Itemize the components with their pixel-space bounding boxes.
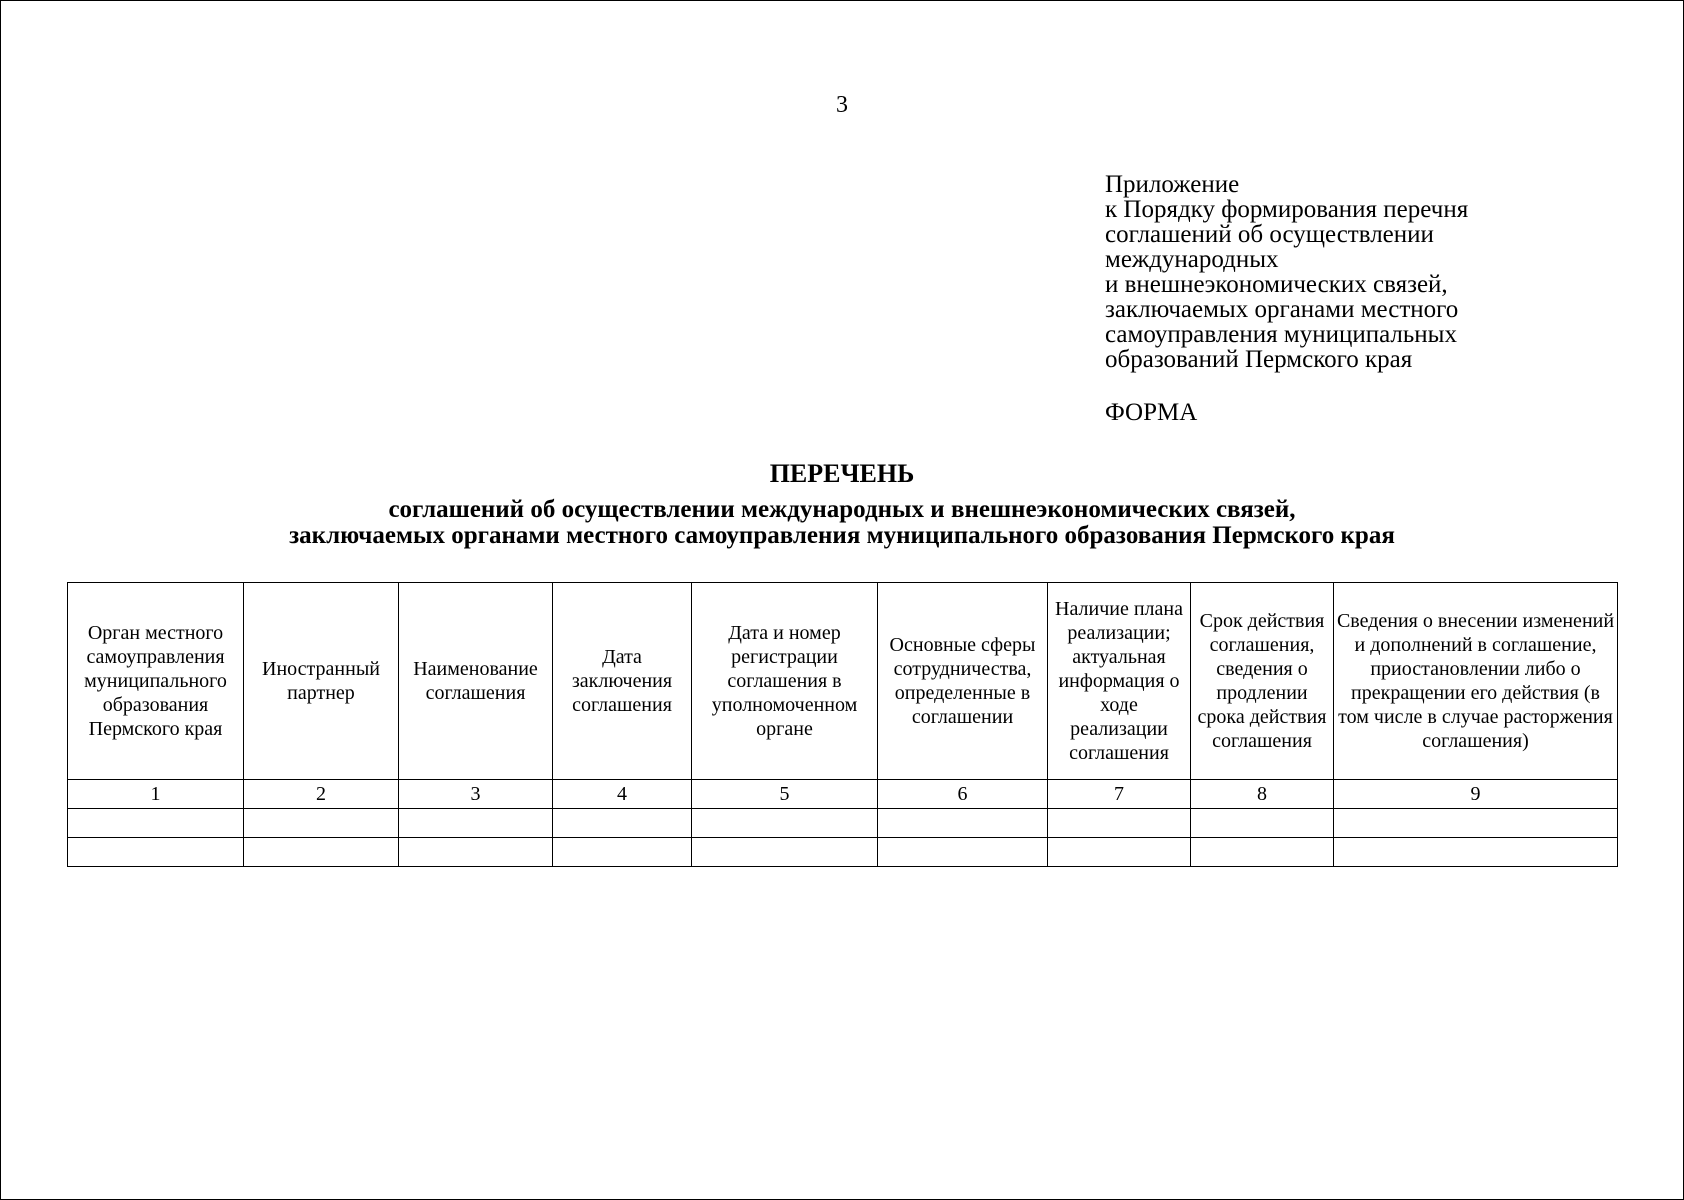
table-cell xyxy=(1191,838,1334,867)
column-number: 8 xyxy=(1191,780,1334,809)
form-label: ФОРМА xyxy=(1105,399,1198,426)
table-cell xyxy=(692,838,878,867)
appendix-line: к Порядку формирования перечня xyxy=(1105,196,1469,223)
column-number: 2 xyxy=(244,780,399,809)
appendix-block xyxy=(1105,172,1665,372)
table-cell xyxy=(399,809,553,838)
subtitle-line-2: заключаемых органами местного самоуправления муниципального образования Пермского края xyxy=(289,522,1395,549)
column-number: 1 xyxy=(68,780,244,809)
column-number: 5 xyxy=(692,780,878,809)
subtitle-line-1: соглашений об осуществлении международных и внешнеэкономических связей, xyxy=(388,496,1296,523)
column-header: Основные сферы сотрудничества, определенные в соглашении xyxy=(878,583,1048,780)
column-header: Дата и номер регистрации соглашения в уполномоченном органе xyxy=(692,583,878,780)
table-cell xyxy=(1048,838,1191,867)
appendix-line: заключаемых органами местного xyxy=(1105,296,1459,323)
page-number: 3 xyxy=(836,92,848,118)
column-number: 7 xyxy=(1048,780,1191,809)
column-header: Дата заключения соглашения xyxy=(553,583,692,780)
column-header: Наименование соглашения xyxy=(399,583,553,780)
table-cell xyxy=(553,838,692,867)
column-header: Сведения о внесении изменений и дополнений в соглашение, приостановлении либо о прекращении его действия (в том числе в случае расторжения соглашения) xyxy=(1334,583,1618,780)
column-number: 9 xyxy=(1334,780,1618,809)
appendix-line: образований Пермского края xyxy=(1105,346,1413,373)
appendix-line: самоуправления муниципальных xyxy=(1105,321,1457,348)
table-cell xyxy=(878,809,1048,838)
appendix-line: и внешнеэкономических связей, xyxy=(1105,271,1448,298)
table-header-row xyxy=(68,583,1618,780)
table-cell xyxy=(1048,809,1191,838)
column-header: Срок действия соглашения, сведения о продлении срока действия соглашения xyxy=(1191,583,1334,780)
appendix-line: соглашений об осуществлении xyxy=(1105,221,1434,248)
column-number: 3 xyxy=(399,780,553,809)
column-number-row xyxy=(68,780,1618,809)
agreements-table xyxy=(67,582,1618,867)
table-row xyxy=(68,809,1618,838)
table-cell xyxy=(1191,809,1334,838)
table-cell xyxy=(553,809,692,838)
table-cell xyxy=(1334,838,1618,867)
table-cell xyxy=(1334,809,1618,838)
table-cell xyxy=(68,809,244,838)
appendix-line: Приложение xyxy=(1105,171,1240,198)
column-number: 6 xyxy=(878,780,1048,809)
table-cell xyxy=(692,809,878,838)
table-row xyxy=(68,838,1618,867)
column-header: Наличие плана реализации; актуальная информация о ходе реализации соглашения xyxy=(1048,583,1191,780)
table-cell xyxy=(68,838,244,867)
table-cell xyxy=(244,838,399,867)
column-number: 4 xyxy=(553,780,692,809)
document-title: ПЕРЕЧЕНЬ xyxy=(769,459,915,488)
table-cell xyxy=(399,838,553,867)
document-subtitle xyxy=(0,497,1684,549)
table-cell xyxy=(244,809,399,838)
column-header: Иностранный партнер xyxy=(244,583,399,780)
column-header: Орган местного самоуправления муниципального образования Пермского края xyxy=(68,583,244,780)
table-cell xyxy=(878,838,1048,867)
appendix-line: международных xyxy=(1105,246,1279,273)
